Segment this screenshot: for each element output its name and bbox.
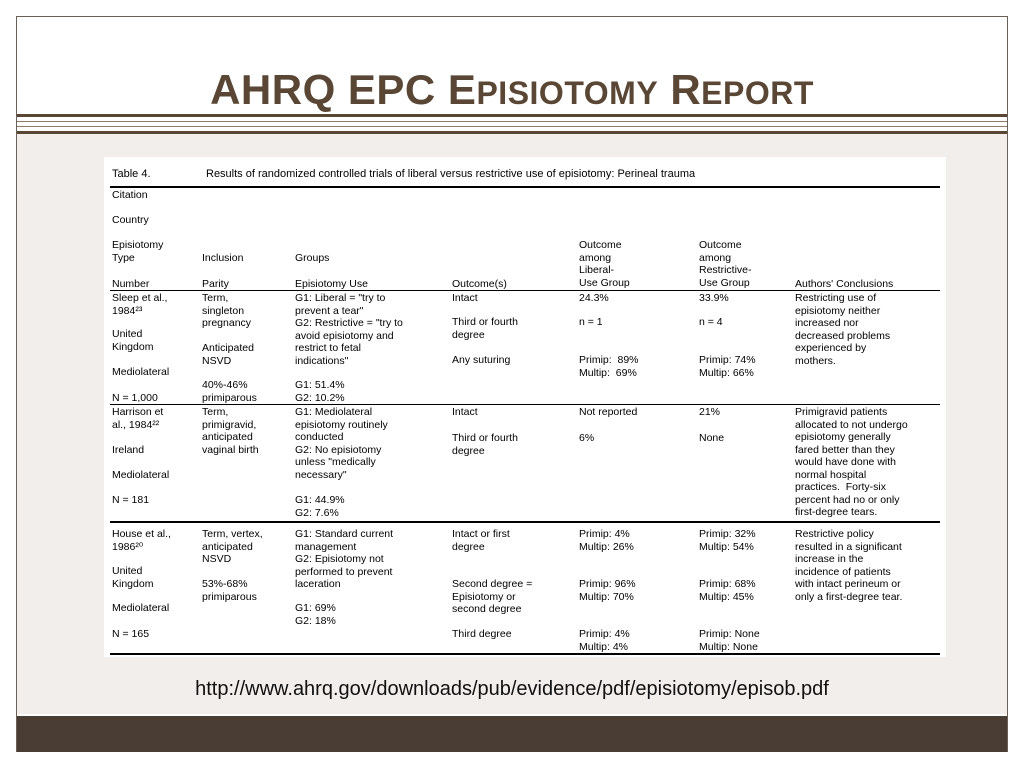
title-rule-top xyxy=(17,114,1007,117)
row3-liberal-1: Primip: 4% Multip: 26% xyxy=(579,528,634,553)
title-part-2: PISIOTOMY xyxy=(476,75,659,111)
row1-restrictive-1: 33.9% xyxy=(699,292,729,304)
row2-inclusion: Term, primigravid, anticipated vaginal birth xyxy=(202,406,259,456)
header-episiotomy-type: Episiotomy Type xyxy=(112,239,164,264)
row3-country: United Kingdom xyxy=(112,565,154,590)
header-number: Number xyxy=(112,278,150,290)
row2-groups: G1: Mediolateral episiotomy routinely conducted G2: No episiotomy unless "medically necessary" xyxy=(295,406,388,481)
title-part-3: R xyxy=(658,66,702,113)
row1-restrictive-2: n = 4 xyxy=(699,316,723,328)
row2-restrictive-1: 21% xyxy=(699,406,721,418)
header-inclusion: Inclusion xyxy=(202,252,244,264)
row3-groups: G1: Standard current management G2: Episiotomy not performed to prevent laceration xyxy=(295,528,394,590)
header-groups: Groups xyxy=(295,252,330,264)
table-rule-bottom xyxy=(110,653,940,655)
row3-liberal-3: Primip: 4% Multip: 4% xyxy=(579,628,630,653)
row3-restrictive-2: Primip: 68% Multip: 45% xyxy=(699,578,756,603)
row2-use: G1: 44.9% G2: 7.6% xyxy=(295,494,345,519)
row1-liberal-2: n = 1 xyxy=(579,316,603,328)
row2-citation: Harrison et al., 1984²² xyxy=(112,406,164,431)
row1-citation: Sleep et al., 1984²³ xyxy=(112,292,168,317)
row1-outcome-1: Intact xyxy=(452,292,478,304)
row1-rule xyxy=(110,404,940,405)
row3-inclusion: Term, vertex, anticipated NSVD xyxy=(202,528,263,565)
row2-restrictive-2: None xyxy=(699,432,725,444)
row1-country: United Kingdom xyxy=(112,328,154,353)
row3-outcome-1: Intact or first degree xyxy=(452,528,510,553)
header-rule xyxy=(110,290,940,291)
header-outcomes: Outcome(s) xyxy=(452,278,507,290)
row2-country: Ireland xyxy=(112,444,145,456)
slide-title xyxy=(17,66,1007,113)
row1-use: G1: 51.4% G2: 10.2% xyxy=(295,379,345,404)
header-conclusions: Authors' Conclusions xyxy=(795,278,894,290)
header-outcome-restrictive: Outcome among Restrictive- Use Group xyxy=(699,239,752,289)
row3-restrictive-1: Primip: 32% Multip: 54% xyxy=(699,528,756,553)
row1-number: N = 1,000 xyxy=(112,392,158,404)
title-part-1: AHRQ EPC E xyxy=(210,66,477,113)
row3-conclusion: Restrictive policy resulted in a significant increase in the incidence of patients with intact perineum or only a first-degree tear. xyxy=(795,528,903,603)
table-image xyxy=(104,157,946,657)
header-episiotomy-use: Episiotomy Use xyxy=(295,278,368,290)
row1-outcome-3: Any suturing xyxy=(452,354,511,366)
header-outcome-liberal: Outcome among Liberal- Use Group xyxy=(579,239,630,289)
table-label: Table 4. xyxy=(112,168,151,180)
row1-conclusion: Restricting use of episiotomy neither increased nor decreased problems experienced by mothers. xyxy=(795,292,891,367)
row2-rule xyxy=(110,521,940,523)
footer-bar xyxy=(17,716,1007,752)
row3-type: Mediolateral xyxy=(112,602,170,614)
title-area xyxy=(17,17,1007,113)
row1-liberal-1: 24.3% xyxy=(579,292,609,304)
title-rule-thin-2 xyxy=(17,126,1007,127)
row1-inclusion2: Anticipated NSVD xyxy=(202,342,254,367)
row1-inclusion: Term, singleton pregnancy xyxy=(202,292,252,329)
table-caption: Results of randomized controlled trials of liberal versus restrictive use of episiotomy: Perineal trauma xyxy=(206,168,696,180)
row3-restrictive-3: Primip: None Multip: None xyxy=(699,628,760,653)
row3-liberal-2: Primip: 96% Multip: 70% xyxy=(579,578,636,603)
row2-outcome-2: Third or fourth degree xyxy=(452,432,518,457)
header-country: Country xyxy=(112,214,149,226)
row1-outcome-2: Third or fourth degree xyxy=(452,316,518,341)
header-citation: Citation xyxy=(112,189,148,201)
source-url[interactable]: http://www.ahrq.gov/downloads/pub/evidence/pdf/episiotomy/episob.pdf xyxy=(195,678,829,700)
row1-groups: G1: Liberal = "try to prevent a tear" G2: Restrictive = "try to avoid episiotomy and restrict to fetal indications" xyxy=(295,292,403,367)
row2-type: Mediolateral xyxy=(112,469,170,481)
row3-outcome-3: Third degree xyxy=(452,628,512,640)
row3-use: G1: 69% G2: 18% xyxy=(295,602,336,627)
row2-conclusion: Primigravid patients allocated to not undergo episiotomy generally fared better than they would have done with normal hospital practices. Forty-six percent had no or only first-degree tears. xyxy=(795,406,908,518)
row2-liberal-2: 6% xyxy=(579,432,595,444)
row2-number: N = 181 xyxy=(112,494,150,506)
row3-parity: 53%-68% primiparous xyxy=(202,578,257,603)
header-parity: Parity xyxy=(202,278,229,290)
row2-liberal-1: Not reported xyxy=(579,406,638,418)
row3-citation: House et al., 1986²⁰ xyxy=(112,528,171,553)
table-rule-top xyxy=(110,186,940,188)
row1-restrictive-3: Primip: 74% Multip: 66% xyxy=(699,354,756,379)
title-part-4: EPORT xyxy=(701,75,814,111)
row3-number: N = 165 xyxy=(112,628,150,640)
row3-outcome-2: Second degree = Episiotomy or second degree xyxy=(452,578,533,615)
row1-type: Mediolateral xyxy=(112,366,170,378)
row1-liberal-3: Primip: 89% Multip: 69% xyxy=(579,354,639,379)
row1-parity: 40%-46% primiparous xyxy=(202,379,257,404)
title-rule-thin-1 xyxy=(17,121,1007,122)
row2-outcome-1: Intact xyxy=(452,406,478,418)
